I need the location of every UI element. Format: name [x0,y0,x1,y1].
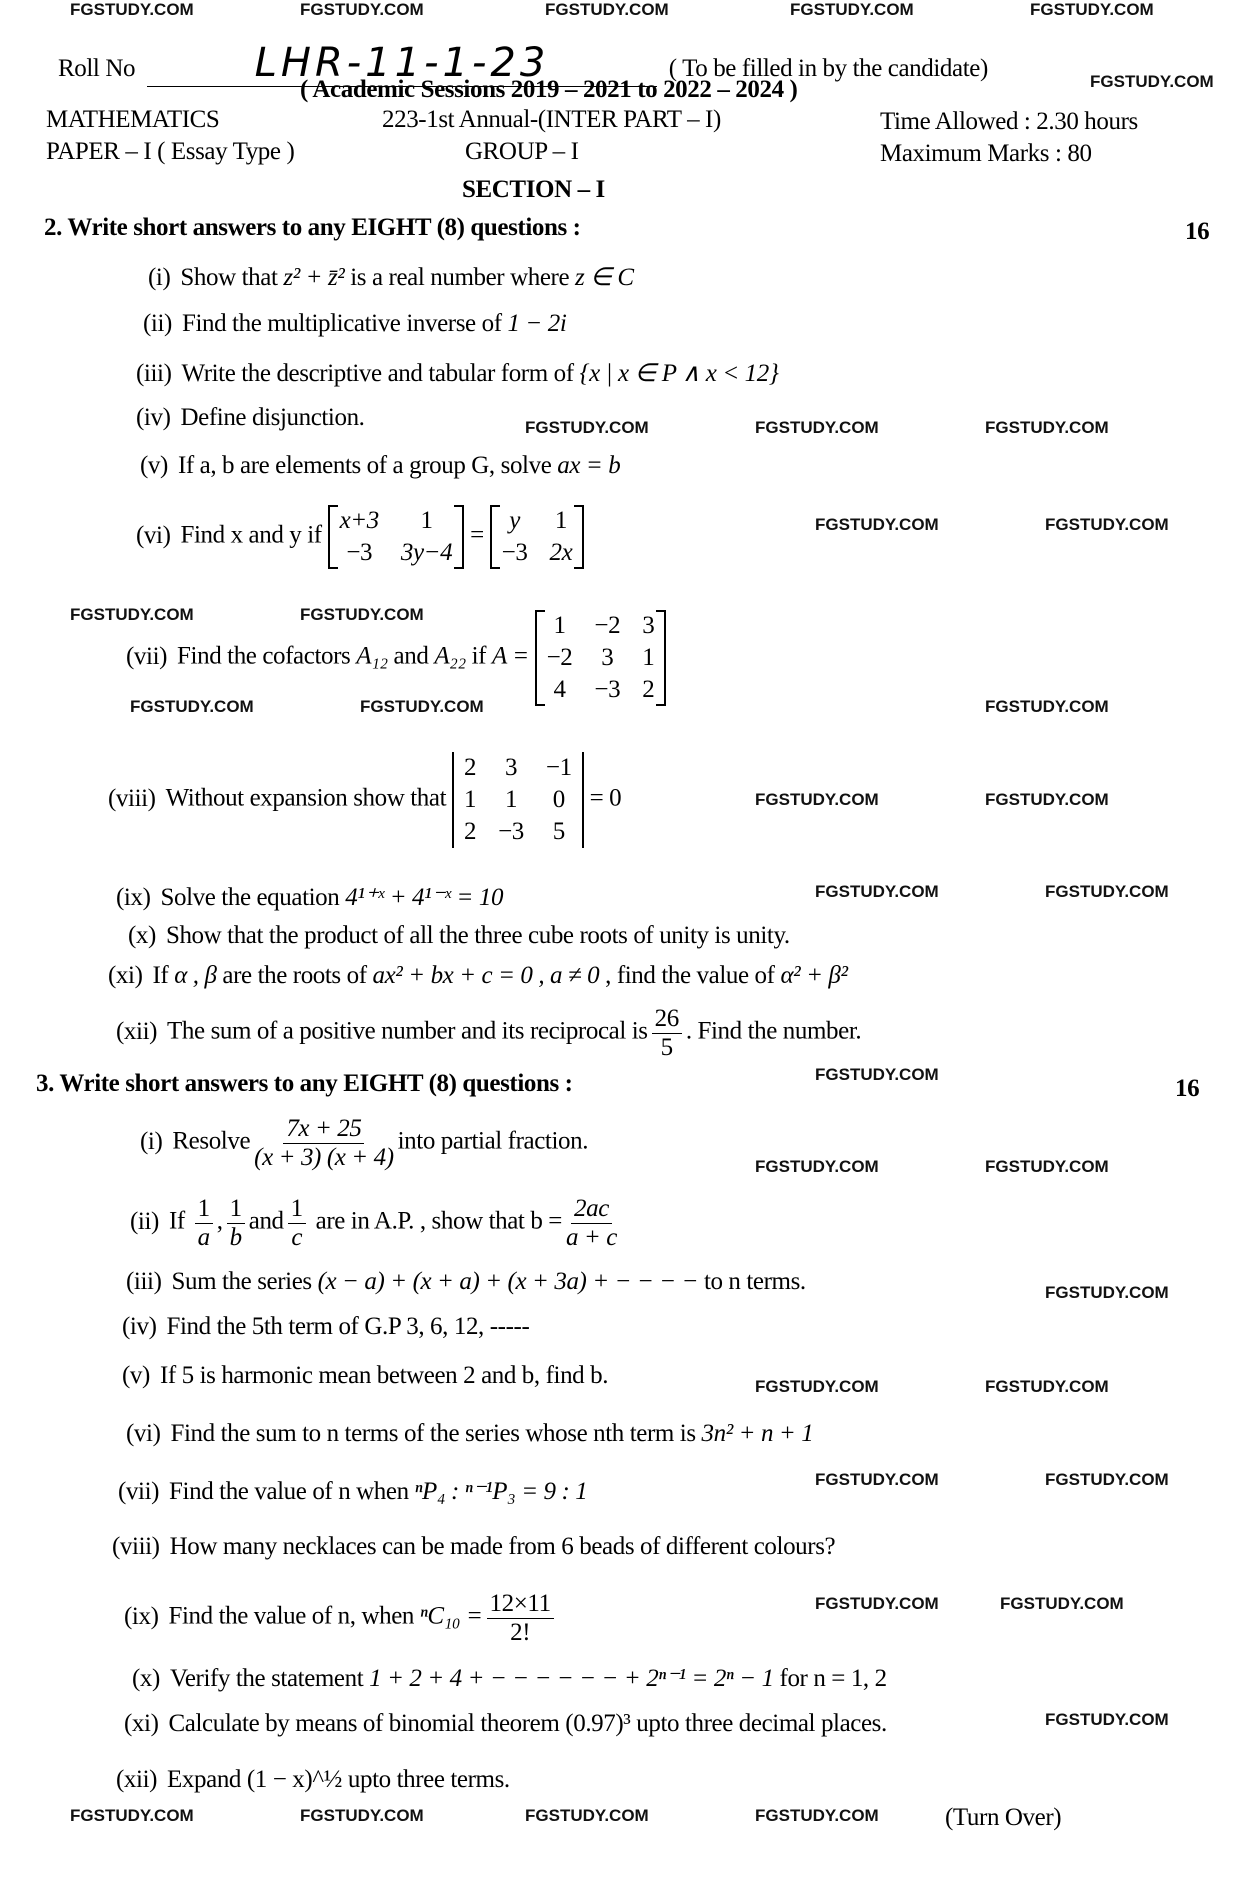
text: (ix) [124,1602,159,1630]
text: ⁿC₁₀ = [419,1602,483,1630]
text: 3y−4 [400,539,453,566]
text: Verify the statement [169,1665,364,1692]
text: 1 [227,1195,245,1224]
watermark: FGSTUDY.COM [755,790,879,809]
text: Without expansion show that [165,784,447,812]
watermark: FGSTUDY.COM [70,0,194,19]
watermark: FGSTUDY.COM [1045,1470,1169,1489]
text: If [168,1207,185,1235]
text: (xii) [116,1017,158,1045]
q2-item [136,505,584,569]
text: (iv) [136,404,171,431]
text: upto three decimal places. [636,1710,887,1737]
q2-item [108,962,848,990]
question-3-title: 3. Write short answers to any EIGHT (8) questions : [36,1070,573,1097]
watermark: FGSTUDY.COM [70,605,194,624]
text: 5 [660,1033,673,1061]
text: , find the value of [605,962,775,989]
q2-item [128,922,790,950]
watermark: FGSTUDY.COM [1045,515,1169,534]
text: Find the value of n, when [168,1602,415,1630]
text: z ∈ C [575,264,634,291]
watermark: FGSTUDY.COM [70,1806,194,1825]
watermark: FGSTUDY.COM [300,1806,424,1825]
text: into partial fraction. [397,1127,589,1155]
roll-number-field[interactable]: LHR-11-1-23 [147,40,657,87]
maximum-marks: Maximum Marks : 80 [880,140,1092,167]
text: y [509,507,520,534]
text: Solve the equation [160,884,340,911]
text: −3 [346,539,373,566]
subject: MATHEMATICS [46,106,220,133]
text: (i) [148,264,171,291]
academic-sessions: ( Academic Sessions 2019 – 2021 to 2022 – 2024 ) [300,76,798,103]
text: to n terms. [703,1268,806,1295]
text: (x + 3) (x + 4) [254,1143,394,1171]
text: −3 [501,539,528,566]
text: x+3 [339,507,379,534]
text: is a real number where [350,264,570,291]
text: If [152,962,169,989]
text: Find the cofactors [177,642,351,670]
text: 7x + 25 [283,1115,364,1144]
text: . Find the number. [685,1017,862,1045]
q3-item [132,1663,887,1693]
text: 2ac [571,1195,612,1224]
watermark: FGSTUDY.COM [985,790,1109,809]
watermark: FGSTUDY.COM [790,0,914,19]
text: 2 [642,676,655,703]
q2-item [148,262,634,292]
watermark: FGSTUDY.COM [815,882,939,901]
text: (vii) [118,1478,160,1505]
text: 2 [463,818,477,845]
text: z² + z̄² [283,264,345,291]
text: −1 [545,754,572,781]
text: Find the sum to n terms of the series whose nth term is [170,1420,696,1447]
text: 1 [642,644,655,671]
question-3-marks: 16 [1175,1075,1200,1102]
text: A = [491,642,529,670]
watermark: FGSTUDY.COM [130,697,254,716]
text: (ii) [130,1207,159,1235]
watermark: FGSTUDY.COM [1045,882,1169,901]
watermark: FGSTUDY.COM [545,0,669,19]
q3-item [126,1420,813,1448]
text: for n = 1, 2 [779,1665,887,1692]
question-2-title: 2. Write short answers to any EIGHT (8) questions : [44,214,581,241]
text: (iv) [122,1313,157,1340]
text: 1 [463,786,477,813]
roll-note: ( To be filled in by the candidate) [668,55,988,82]
watermark: FGSTUDY.COM [525,1806,649,1825]
q2-item [116,1005,861,1061]
text: b [229,1223,242,1251]
watermark: FGSTUDY.COM [985,697,1109,716]
text: 1 + 2 + 4 + − − − − − − + 2ⁿ⁻¹ = 2ⁿ − 1 [369,1665,774,1692]
q2-item [136,404,365,432]
text: (iii) [136,360,172,387]
text: 3 [504,754,518,781]
text: Expand [167,1766,242,1793]
text: ax² + bx + c = 0 , a ≠ 0 [372,962,600,989]
text: (vii) [126,642,168,670]
time-allowed: Time Allowed : 2.30 hours [880,108,1138,135]
text: (v) [140,452,168,479]
text: (1 − x)^½ [246,1766,343,1793]
text: (ix) [116,884,151,911]
matrix [328,505,465,569]
text: −3 [594,676,621,703]
watermark: FGSTUDY.COM [1030,0,1154,19]
text: 26 [652,1005,682,1034]
watermark: FGSTUDY.COM [755,1377,879,1396]
text: 1 [195,1195,213,1224]
text: c [291,1223,303,1251]
text: Find the multiplicative inverse of [181,310,502,337]
exam-title: 223-1st Annual-(INTER PART – I) [382,106,721,133]
q2-item [136,358,778,388]
text: −2 [594,612,621,639]
text: if [471,642,487,670]
q3-item [122,1313,529,1341]
text: A₁₂ [356,642,388,670]
q3-item [116,1766,510,1794]
text: 2x [549,539,573,566]
text: A₂₂ [434,642,466,670]
matrix [490,505,585,569]
group: GROUP – I [465,138,579,165]
watermark: FGSTUDY.COM [755,418,879,437]
text: (xi) [108,962,143,989]
text: (x) [132,1665,160,1692]
text: 4 [553,676,566,703]
watermark: FGSTUDY.COM [1045,1710,1169,1729]
text: Sum the series [171,1268,312,1295]
text: 12×11 [487,1590,554,1619]
text: Find the 5th term of G.P 3, 6, 12, ----- [166,1313,530,1340]
text: 0 [552,786,565,813]
watermark: FGSTUDY.COM [815,515,939,534]
text: Find the value of n when [169,1478,409,1505]
text: ax = b [557,452,621,479]
text: (vi) [126,1420,161,1447]
text: a [197,1223,210,1251]
text: 5 [552,818,565,845]
text: = [470,521,484,549]
text: are the roots of [222,962,367,989]
text: How many necklaces can be made from 6 beads of different colours? [169,1533,836,1560]
text: Show that the product of all the three cube roots of unity is unity. [165,922,790,949]
text: (x) [128,922,156,949]
text: (x − a) + (x + a) + (x + 3a) + − − − − [317,1268,699,1295]
watermark: FGSTUDY.COM [1000,1594,1124,1613]
q2-item [108,752,621,848]
text: (iii) [126,1268,162,1295]
text: a + c [565,1223,617,1251]
q2-item [143,310,566,338]
text: −2 [546,644,573,671]
watermark: FGSTUDY.COM [525,418,649,437]
watermark: FGSTUDY.COM [985,1377,1109,1396]
text: Define disjunction. [180,404,365,431]
text: 3n² + n + 1 [701,1420,814,1447]
watermark: FGSTUDY.COM [300,0,424,19]
text: and [248,1207,284,1235]
text: 1 [288,1195,306,1224]
q3-item [122,1362,608,1390]
watermark: FGSTUDY.COM [985,1157,1109,1176]
watermark: FGSTUDY.COM [815,1065,939,1084]
q3-item: (ii) If $\frac{1}{a}$ , $\frac{1}{b}$ and $\frac{1}{c}$ are in A.P. , show that b = $\frac{2ac}{a + c}$ [130,1195,617,1251]
text: (xi) [124,1710,159,1737]
watermark: FGSTUDY.COM [815,1470,939,1489]
text: Show that [180,264,278,291]
text: 1 [554,507,567,534]
text: Find x and y if [180,521,322,549]
fraction [254,1115,393,1171]
text: Write the descriptive and tabular form of [181,360,574,387]
watermark: FGSTUDY.COM [985,418,1109,437]
text: 3 [601,644,614,671]
watermark: FGSTUDY.COM [815,1594,939,1613]
text: If a, b are elements of a group G, solve [177,452,552,479]
text: 2! [510,1618,531,1646]
text: are in A.P. , show that b = [315,1207,562,1235]
text: (i) [140,1127,163,1155]
question-2-marks: 16 [1185,218,1210,245]
text: The sum of a positive number and its reciprocal is [167,1017,648,1045]
q2-item [126,610,666,706]
q3-item [126,1268,806,1296]
roll-label: Roll No [58,55,136,82]
text: α , β [174,962,217,989]
q3-item [112,1533,835,1561]
text: and [393,642,429,670]
q3-item [140,1115,588,1171]
text: (ii) [143,310,172,337]
q3-item [118,1476,587,1506]
text: 1 [504,786,518,813]
q2-item [140,452,620,480]
text: α² + β² [780,962,848,989]
text: 1 − 2i [507,310,567,337]
matrix [535,610,667,706]
watermark: FGSTUDY.COM [1045,1283,1169,1302]
determinant [452,752,584,848]
text: If 5 is harmonic mean between 2 and b, find b. [159,1362,609,1389]
watermark: FGSTUDY.COM [755,1806,879,1825]
turn-over: (Turn Over) [945,1804,1062,1831]
q3-item [124,1590,558,1646]
text: (xii) [116,1766,158,1793]
text: Calculate by means of binomial theorem [168,1710,560,1737]
text: (vi) [136,521,171,549]
text: 3 [642,612,655,639]
text: (viii) [108,784,156,812]
text: upto three terms. [347,1766,510,1793]
watermark: FGSTUDY.COM [1090,72,1214,91]
q3-item [124,1710,887,1738]
text: = 0 [589,784,622,812]
section-heading: SECTION – I [462,176,605,203]
text: (v) [122,1362,150,1389]
text: (viii) [112,1533,160,1560]
watermark: FGSTUDY.COM [360,697,484,716]
fraction [652,1005,682,1061]
watermark: FGSTUDY.COM [300,605,424,624]
text: 1 [420,507,433,534]
text: 1 [553,612,566,639]
text: Resolve [172,1127,251,1155]
text: 2 [463,754,477,781]
text: {x | x ∈ P ∧ x < 12} [579,360,779,387]
paper-type: PAPER – I ( Essay Type ) [46,138,295,165]
watermark: FGSTUDY.COM [755,1157,879,1176]
text: 4¹⁺ˣ + 4¹⁻ˣ = 10 [345,884,504,911]
q2-item [116,882,503,912]
text: ⁿP₄ : ⁿ⁻¹P₃ = 9 : 1 [414,1478,588,1505]
text: −3 [498,818,524,845]
text: (0.97)³ [565,1710,631,1737]
